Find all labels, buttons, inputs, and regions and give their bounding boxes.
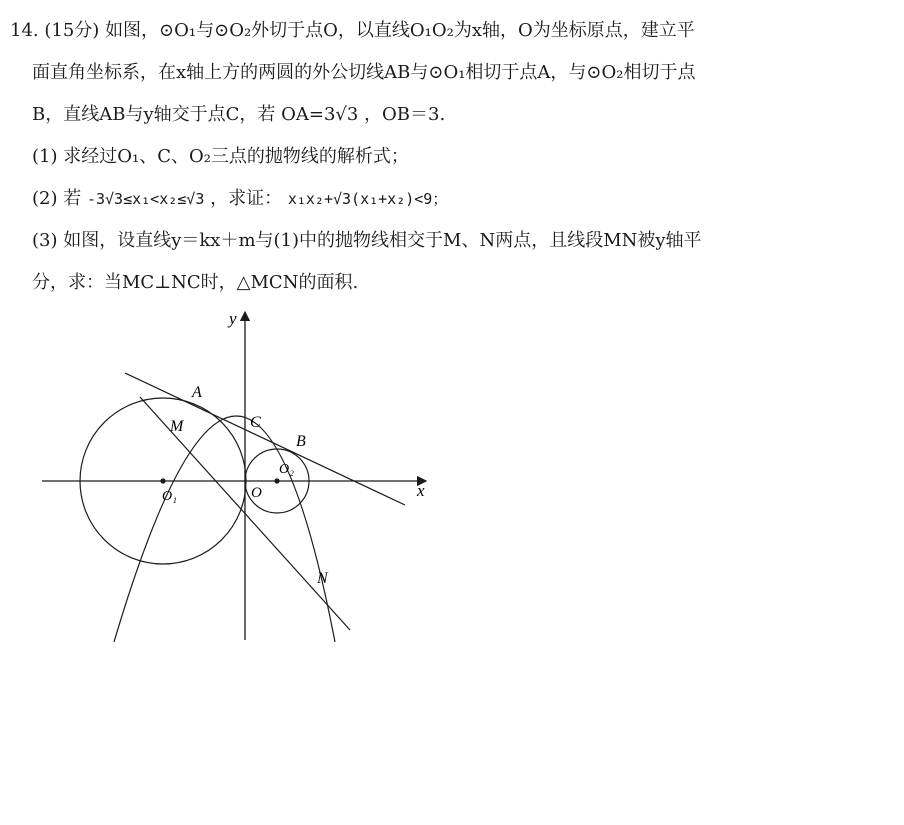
problem-statement-3: B，直线AB与y轴交于点C，若 OA=3√3 ，OB＝3. bbox=[32, 104, 446, 125]
label-point-n: N bbox=[317, 570, 328, 587]
point-o2 bbox=[274, 478, 279, 483]
problem-points: (15分) bbox=[44, 20, 100, 41]
part-1-text: (1) 求经过O₁、C、O₂三点的抛物线的解析式； bbox=[32, 146, 409, 167]
label-point-b: B bbox=[296, 433, 306, 450]
part-2-condition: -3√3≤x₁<x₂≤√3 bbox=[86, 190, 205, 208]
label-point-m: M bbox=[170, 418, 184, 435]
label-point-a: A bbox=[192, 384, 202, 401]
part-2-middle: ，求证： bbox=[210, 188, 283, 209]
label-y-axis: y bbox=[229, 309, 237, 328]
part-2-expression: x₁x₂+√3(x₁+x₂)<9； bbox=[287, 190, 448, 208]
label-x-axis: x bbox=[417, 481, 425, 500]
label-point-c: C bbox=[250, 414, 261, 431]
label-point-o2: O₂ bbox=[279, 462, 294, 477]
point-o1 bbox=[160, 478, 165, 483]
part-3-text-1: (3) 如图，设直线y＝kx＋m与(1)中的抛物线相交于M、N两点，且线段MN被y轴平 bbox=[32, 230, 702, 251]
part-2-prefix: (2) 若 bbox=[32, 188, 82, 209]
label-point-o1: O₁ bbox=[162, 489, 177, 504]
problem-statement-1: 如图，⊙O₁与⊙O₂外切于点O，以直线O₁O₂为x轴，O为坐标原点，建立平 bbox=[105, 20, 695, 41]
label-point-o: O bbox=[251, 485, 262, 501]
part-3-text-2: 分，求：当MC⊥NC时，△MCN的面积. bbox=[32, 272, 359, 293]
problem-number: 14. bbox=[10, 20, 39, 41]
tangent-line-ab bbox=[125, 373, 405, 505]
problem-statement-2: 面直角坐标系，在x轴上方的两圆的外公切线AB与⊙O₁相切于点A，与⊙O₂相切于点 bbox=[32, 62, 696, 83]
